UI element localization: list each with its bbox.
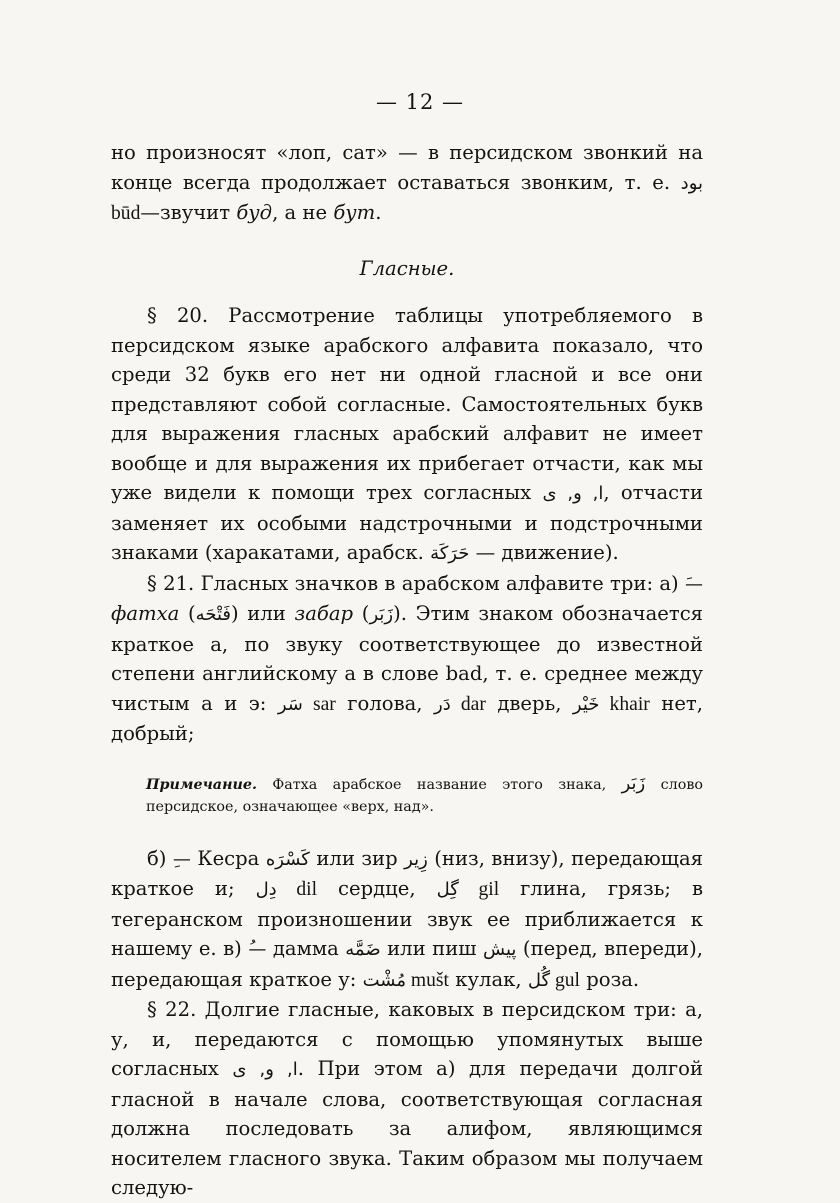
paragraph-kasra-damma: б) —ِ Кесра كَسْرَه или зир زِير (низ, внизу), передающая краткое и; دِل dil сердце, گِل gil глина, грязь; в тегеранском произношении звук ее приближается к нашему е. в) —ُ дамма ضَمَّه или пиш پيش (перед, впереди), передающая краткое у: مُشْت mušt кулак, گُل gul роза. [111, 846, 703, 991]
arabic-word: زَبَر [621, 772, 646, 794]
arabic-word: گُل [527, 969, 551, 991]
arabic-word: حَرَكَة [430, 543, 470, 564]
arabic-word: گِل [436, 879, 459, 900]
arabic-word: فَتْحَه [195, 604, 231, 625]
arabic-letters: ا, و, ی [232, 1059, 298, 1080]
section-heading: Гласные. [359, 256, 455, 280]
arabic-word: بود [680, 172, 703, 194]
arabic-word: زِير [404, 848, 428, 870]
arabic-letters: ا, و, ی [542, 483, 604, 504]
body-text [111, 138, 703, 1203]
fatha-mark: —َ [685, 573, 703, 595]
intro-paragraph: но произносят «лоп, сат» — в персидском звонкий на конце всегда продолжает оставаться звонким, т. е. بود būd—звучит буд, а не бут. [111, 141, 703, 224]
damma-mark: —ُ [248, 939, 267, 960]
paragraph-21: § 21. Гласных значков в арабском алфавите три: а) —َ фатха (فَتْحَه) или забар (زَبَر). Этим знаком обозначается краткое а, по звуку соответствующее до известной степени английскому a в слове bad, т. е. среднее между чистым а и э: سَر sar голова, دَر dar дверь, خَيْر khair нет, добрый; [111, 571, 704, 745]
footnote-remark: Примечание. Фатха арабское название этого знака, زَبَر слово персидское, означающее «верх, над». [146, 772, 704, 815]
arabic-word: ضَمَّه [345, 939, 381, 960]
kasra-mark: —ِ [172, 848, 191, 870]
arabic-word: زَبَر [369, 604, 394, 625]
arabic-word: دِل [255, 879, 277, 900]
paragraph-22: § 22. Долгие гласные, каковых в персидском три: а, у, и, передаются с помощью упомянутых выше согласных ا, و, ی. При этом а) для передачи долгой гласной в начале слова, соответствующая согласная должна последовать за алифом, являющимся носителем гласного звука. Таким образом мы получаем следую- [111, 998, 703, 1199]
arabic-word: دَر [434, 693, 451, 715]
arabic-word: پيش [483, 939, 517, 960]
paragraph-20: § 20. Рассмотрение таблицы употребляемого в персидском языке арабского алфавита показало, что среди 32 букв его нет ни одной гласной и все они представляют собой согласные. Самостоятельных букв для выражения гласных арабский алфавит не имеет вообще и для выражения их прибегает отчасти, как мы уже видели к помощи трех согласных ا, و, ی, отчасти заменяет их особыми надстрочными и подстрочными знаками (харакатами, арабск. حَرَكَة — движение). [111, 304, 704, 564]
arabic-word: خَيْر [572, 693, 600, 715]
note-label: Примечание. [146, 776, 257, 793]
arabic-word: كَسْرَه [265, 848, 310, 870]
arabic-word: سَر [277, 693, 303, 715]
page-number: — 12 — [375, 90, 465, 114]
arabic-word: مُشْت [362, 969, 406, 991]
